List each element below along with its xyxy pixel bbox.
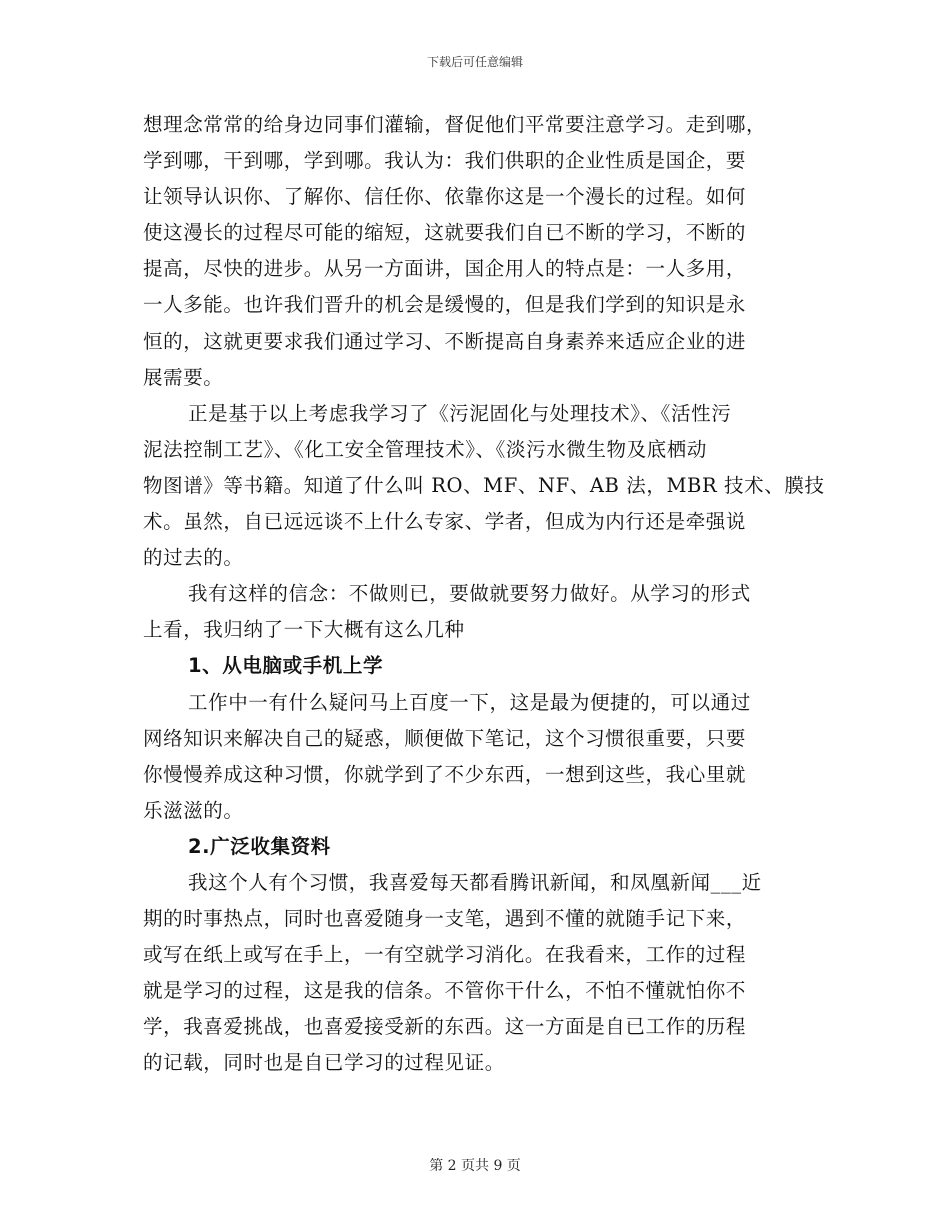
paragraph-line: 泥法控制工艺》、《化工安全管理技术》、《淡污水微生物及底栖动 (143, 437, 708, 461)
paragraph-line: 期的时事热点，同时也喜爱随身一支笔，遇到不懂的就随手记下来， (143, 907, 747, 931)
paragraph-line: 工作中一有什么疑问马上百度一下，这是最为便捷的，可以通过 (188, 690, 751, 714)
paragraph-line: 的记载，同时也是自已学习的过程见证。 (143, 1051, 505, 1075)
section-heading: 1、从电脑或手机上学 (188, 654, 384, 678)
paragraph-line: 提高，尽快的进步。从另一方面讲，国企用人的特点是：一人多用， (143, 257, 747, 281)
paragraph-line: 使这漫长的过程尽可能的缩短，这就要我们自已不断的学习，不断的 (143, 221, 747, 245)
paragraph-line: 上看，我归纳了一下大概有这么几种 (143, 618, 465, 642)
section-heading: 2.广泛收集资料 (188, 834, 331, 858)
paragraph-line: 我有这样的信念：不做则已，要做就要努力做好。从学习的形式 (188, 582, 751, 606)
paragraph-line: 网络知识来解决自己的疑惑，顺便做下笔记，这个习惯很重要，只要 (143, 726, 747, 750)
paragraph-line: 学到哪，干到哪，学到哪。我认为：我们供职的企业性质是国企，要 (143, 149, 747, 173)
paragraph-line: 正是基于以上考虑我学习了《污泥固化与处理技术》、《活性污 (188, 401, 732, 425)
paragraph-line: 学，我喜爱挑战，也喜爱接受新的东西。这一方面是自已工作的历程 (143, 1015, 747, 1039)
paragraph-line: 想理念常常的给身边同事们灌输，督促他们平常要注意学习。走到哪， (143, 113, 767, 136)
paragraph-line: 的过去的。 (143, 546, 244, 570)
paragraph-line: 乐滋滋的。 (143, 798, 244, 822)
paragraph-line: 就是学习的过程，这是我的信条。不管你干什么，不怕不懂就怕你不 (143, 979, 747, 1003)
paragraph-line: 术。虽然，自已远远谈不上什么专家、学者，但成为内行还是牵强说 (143, 510, 747, 534)
document-body (143, 107, 825, 1082)
paragraph-line: 我这个人有个习惯，我喜爱每天都看腾讯新闻，和凤凰新闻___近 (188, 870, 762, 894)
paragraph-line: 让领导认识你、了解你、信任你、依靠你这是一个漫长的过程。如何 (143, 185, 747, 209)
page-header: 下载后可任意编辑 (426, 55, 523, 69)
paragraph-line: 你慢慢养成这种习惯，你就学到了不少东西，一想到这些，我心里就 (143, 762, 747, 786)
paragraph-line: 或写在纸上或写在手上，一有空就学习消化。在我看来，工作的过程 (143, 943, 747, 967)
page-footer: 第 2 页共 9 页 (429, 1158, 521, 1174)
paragraph-line: 一人多能。也许我们晋升的机会是缓慢的，但是我们学到的知识是永 (143, 293, 747, 317)
paragraph-line: 恒的，这就更要求我们通过学习、不断提高自身素养来适应企业的进 (143, 329, 747, 353)
paragraph-line: 物图谱》等书籍。知道了什么叫 RO、MF、NF、AB 法，MBR 技术、膜技 (143, 473, 825, 497)
paragraph-line: 展需要。 (143, 365, 224, 389)
